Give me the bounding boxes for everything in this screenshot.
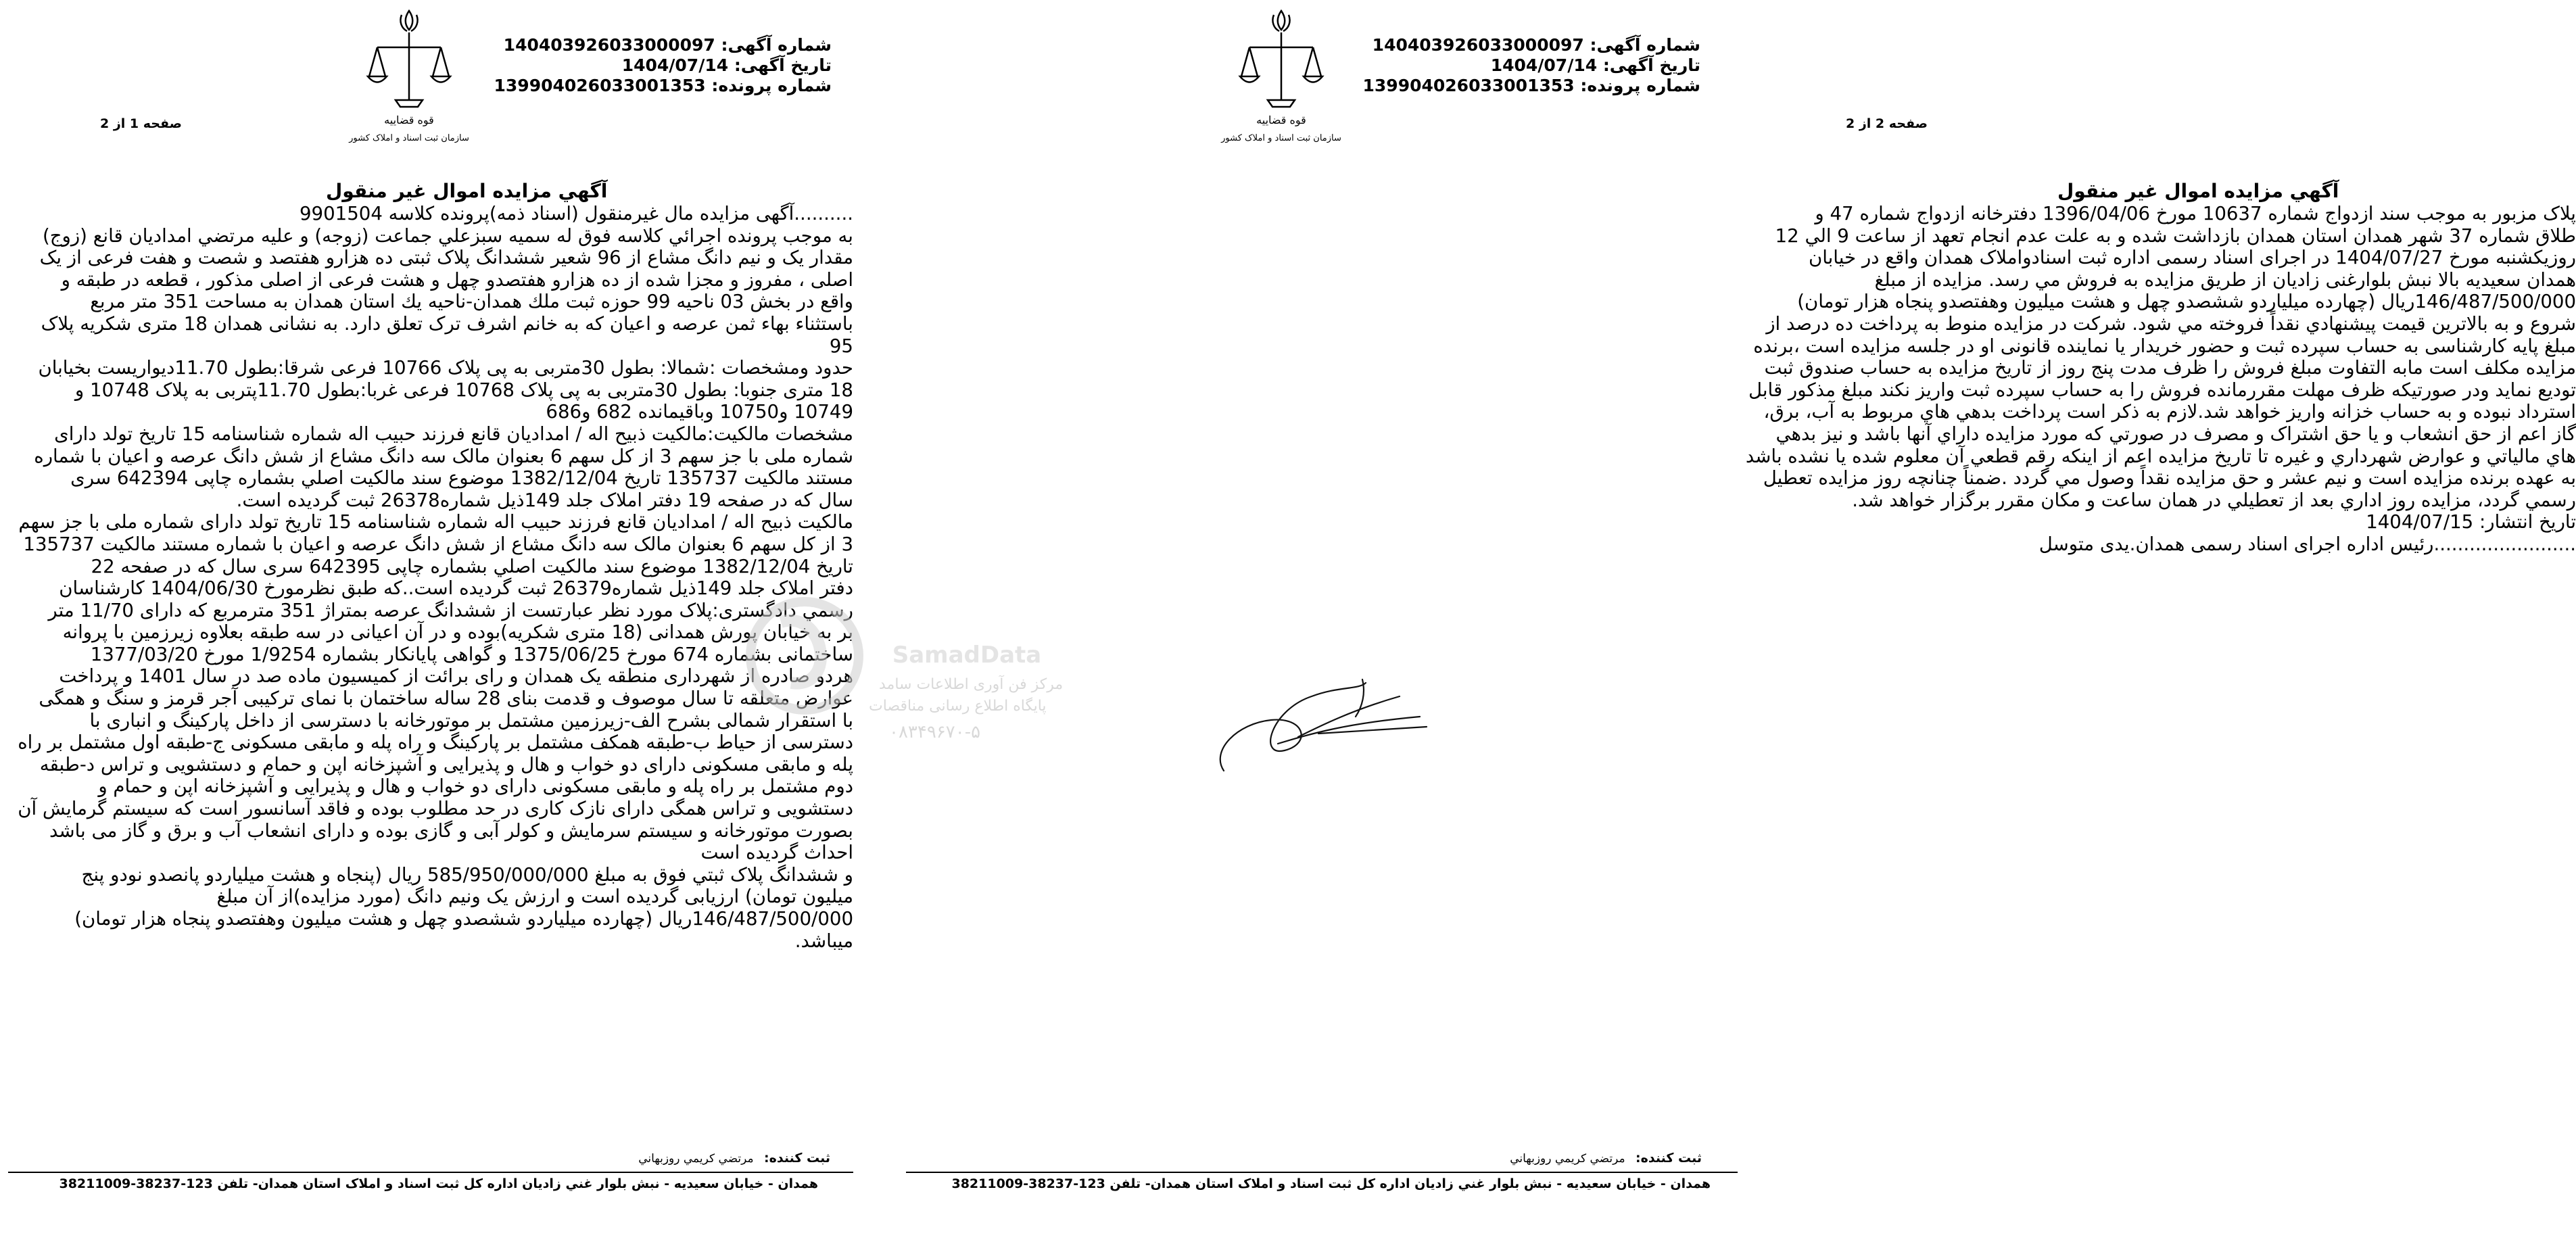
body-line: ساختمانی بشماره 674 مورخ 1375/06/25 و گواهی پایانکار بشماره 1/9254 مورخ 1377/03/20 (90, 642, 853, 665)
body-line: سال که در صفحه 19 دفتر املاک جلد 149ذیل شماره26378 ثبت گردیده است. (236, 488, 853, 511)
body-line: بصورت موتورخانه و سیستم سرمایش و کولر آبی و گازی بوده و دارای انشعاب آب و برق و گاز می باشد (49, 819, 853, 842)
body-line: با استقرار شمالی بشرح الف-زیرزمین مشتمل بر موتورخانه با دسترسی از داخل پارکینگ و انباری با (89, 709, 853, 732)
body-line: شماره ملی با جز سهم 3 از کل سهم 6 بعنوان مالک سه دانگ مشاع از شش دانگ عرصه و اعیان با شماره (34, 444, 853, 467)
body-line: شروع و به بالاترين قيمت پيشنهادي نقداً فروخته مي شود. شرکت در مزايده منوط به پرداخت ده درصد از (1766, 312, 2576, 335)
body-line: هردو صادره از شهرداری منطقه یک همدان و رای برائت از کمیسیون ماده صد در سال 1401 و پرداخت (59, 665, 853, 688)
page-number: صفحه 2 از 2 (1846, 116, 1928, 131)
body-line: باستثناء بهاء ثمن عرصه و اعیان که به خانم اشرف ترک تعلق دارد. به نشانی همدان 18 متری شکریه پلاک (41, 312, 853, 335)
registrar (1510, 1151, 1702, 1166)
notice-date: تاریخ آگهی: 1404/07/14 (621, 55, 832, 75)
body-line: میلیون تومان) ارزیابی گردیده است و ارزش یک ونیم دانگ (مورد مزایده)از آن مبلغ (216, 885, 853, 908)
notice-number: شماره آگهی: 140403926033000097 (503, 35, 832, 55)
body-line: مشخصات مالکیت:مالکیت ذبیح اله / امدادیان قانع فرزند حبیب اله شماره شناسنامه 15 تاریخ تولد دارای (54, 422, 853, 445)
notice-body (1733, 203, 2576, 556)
body-line: مالکیت ذبیح اله / امدادیان قانع فرزند حبیب اله شماره شناسنامه 15 تاریخ تولد دارای شماره ملی با جز سهم (18, 510, 853, 533)
emblem-line-2: سازمان ثبت اسناد و املاک کشور (1221, 133, 1341, 143)
body-line: رسمي گردد، مزايده روز اداري بعد از تعطيلي در همان ساعت و مكان مقرر برگزار خواهد شد. (1852, 488, 2576, 511)
watermark-line-2: پایگاه اطلاع رسانی مناقصات (869, 698, 1047, 715)
body-line: اصلی ، مفروز و مجزا شده از ده هزارو هفتصدو چهل و هشت فرعی از اصلی مذکور ، قطعه در طبقه و (61, 268, 853, 291)
body-line: 10749 و10750 وباقیمانده 682 و686 (546, 400, 853, 423)
body-line: تاریخ 1382/12/04 موضوع سند مالکيت اصلي بشماره چاپی 642395 سری سال که در صفحه 22 (91, 554, 853, 577)
notice-body (10, 203, 853, 952)
emblem-line-1: قوه قضاییه (384, 114, 434, 126)
judiciary-emblem-icon (1221, 5, 1341, 151)
body-line: طلاق شماره 37 شهر همدان استان همدان بازداشت شده و به علت عدم انجام تعهد از ساعت 9 الي 12 (1775, 224, 2576, 247)
body-line: میباشد. (794, 929, 853, 952)
body-line: واقع در بخش 03 ناحیه 99 حوزه ثبت ملك همدان-ناحيه يك استان همدان به مساحت 351 متر مربع (90, 290, 853, 313)
body-line: 18 متری جنوبا: بطول 30متربی به پی پلاک 10768 فرعی غربا:بطول 11.70پتربی به پلاک 10748 و (74, 378, 853, 401)
body-line: احداث گردیده است (700, 841, 853, 864)
publish-date: تاریخ انتشار: 1404/07/15 (2366, 510, 2576, 533)
body-line: حدود ومشخصات :شمالا: بطول 30متربی به پی پلاک 10766 فرعی شرقا:بطول 11.70دیواریست بخیابان (38, 356, 853, 379)
emblem-line-1: قوه قضاییه (1256, 114, 1306, 126)
registrar-label: ثبت کننده: (1636, 1151, 1702, 1166)
watermark-phone: ۰۸۳۴۹۶۷۰-۵ (889, 722, 981, 742)
body-line: رسمي دادگستری:پلاک مورد نظر عبارتست از ششدانگ عرصه بمتراژ 351 مترمربع که دارای 11/70 متر (48, 598, 853, 621)
notice-page-1 (0, 0, 869, 1246)
page-number: صفحه 1 از 2 (100, 116, 183, 131)
registrar-label: ثبت کننده: (764, 1151, 830, 1166)
notice-meta (494, 35, 832, 96)
body-line: 95 (829, 334, 853, 357)
body-line: پله و مابقی مسکونی دارای دو خواب و هال و پذیرایی و آشپزخانه اپن و حمام و دستشویی و تراس د-طبقه (39, 752, 853, 775)
body-line: دفتر املاک جلد 149ذیل شماره26379 ثبت گردیده است..که طبق نظرمورخ 1404/06/30 کارشناسان (59, 577, 853, 600)
body-line: به عهده برنده مزايده است و نیم عشر و حق مزایده نقداً وصول مي گردد .ضمناً چنانچه روز مزايده تعطيل (1763, 466, 2576, 489)
notice-date: تاریخ آگهی: 1404/07/14 (1490, 55, 1700, 75)
emblem-line-2: سازمان ثبت اسناد و املاک کشور (349, 133, 469, 143)
body-line: دسترسی از حیاط ب-طبقه همکف مشتمل بر پارکینگ و راه پله و مابقی مسکونی ج-طبقه اول مشتمل بر راه (18, 731, 853, 754)
notice-meta (1363, 35, 1700, 96)
watermark-line-1: مرکز فن آوری اطلاعات سامد (879, 676, 1064, 693)
body-line: استرداد نبوده و به حساب خزانه واریز خواهد شد.لازم به ذکر است پرداخت بدهي هاي مربوط به آب، برق، (1763, 400, 2576, 423)
body-line: روزیکشنبه مورخ 1404/07/27 در اجرای اسناد رسمی اداره ثبت اسنادواملاک همدان واقع در خیابان (1808, 246, 2576, 269)
notice-title: آگهي مزايده اموال غير منقول (326, 180, 608, 202)
footer-divider (8, 1172, 853, 1173)
watermark-brand: SamadData (892, 642, 1042, 669)
body-line: دوم مشتمل بر راه پله و مابقی مسکونی دارای دو خواب و هال و پذیرایی و آشپزخانه اپن و حمام و (98, 775, 853, 798)
footer-address: همدان - خيابان سعيديه - نبش بلوار غني زاديان اداره کل ثبت اسناد و املاک استان همدان- تلفن 123-38237-38211009 (59, 1176, 818, 1191)
signature-image (1197, 669, 1433, 777)
body-line: مبلغ پایه کارشناسی به حساب سپرده ثبت و حضور خریدار یا نماینده قانونی او در جلسه مزایده است ،برنده (1753, 334, 2576, 357)
registrar-name: مرتضي كريمي روزبهاني (1510, 1152, 1625, 1166)
body-line: 146/487/500/000ریال (چهارده میلیاردو ششصدو چهل و هشت میلیون وهفتصدو پنجاه هزار تومان) (74, 907, 853, 930)
body-line: پلاک مزبور به موجب سند ازدواج شماره 10637 مورخ 1396/04/06 دفترخانه ازدواج شماره 47 و (1815, 202, 2576, 224)
body-line: عوارض متعلقه تا سال موصوف و قدمت بنای 28 ساله ساختمان با نمای ترکیبی آجر قرمز و سنگ و همگی (39, 687, 853, 710)
footer-address: همدان - خيابان سعيديه - نبش بلوار غني زاديان اداره کل ثبت اسناد و املاک استان همدان- تلفن 123-38237-38211009 (951, 1176, 1711, 1191)
samaddata-watermark (744, 581, 1064, 764)
body-line: گاز اعم از حق انشعاب و يا حق اشتراک و مصرف در صورتي که مورد مزايده داراي آنها باشد و نيز بدهي (1775, 422, 2576, 445)
body-line: همدان سعیدیه بالا نبش بلوارغنی زادیان از طریق مزایده به فروش مي رسد. مزایده از مبلغ (1874, 268, 2576, 291)
body-line: و ششدانگ پلاک ثبتي فوق به مبلغ 585/950/000/000 ریال (پنجاه و هشت میلیاردو پانصدو نودو پنج (81, 863, 853, 886)
body-line: 3 از کل سهم 6 بعنوان مالک سه دانگ مشاع از شش دانگ عرصه و اعیان با شماره مستند مالکیت 135737 (23, 532, 853, 555)
body-line: به موجب پرونده اجرائي کلاسه فوق له سمیه سبزعلي جماعت (زوجه) و علیه مرتضي امدادیان قانع (زوج) (42, 224, 853, 247)
body-line: مزایده مکلف است مابه التفاوت مبلغ فروش را ظرف مدت پنج روز از تاریخ مزایده به حساب صندوق ثبت (1764, 356, 2576, 379)
body-line: دستشویی و تراس همگی دارای نازک کاری در حد مطلوب بوده و فاقد آسانسور است که سیستم گرمایش آن (18, 797, 853, 820)
body-line: ..........آگهی مزایده مال غیرمنقول (اسناد ذمه)پرونده کلاسه 9901504 (300, 202, 853, 224)
registrar (638, 1151, 830, 1166)
body-line: مقدار یک و نیم دانگ مشاع از 96 شعیر ششدانگ پلاک ثبتی ده هزارو هفتصد و شصت و هفت فرعی از یک (39, 246, 853, 269)
body-line: 146/487/500/000ریال (چهارده میلیاردو ششصدو چهل و هشت میلیون وهفتصدو پنجاه هزار تومان) (1797, 290, 2576, 313)
file-number: شماره پرونده: 139904026033001353 (1362, 76, 1700, 95)
judiciary-emblem-icon (349, 5, 469, 151)
body-line: تودیع نماید ودر صورتیکه ظرف مهلت مقررمانده فروش را به حساب سپرده ثبت واریز نکند مبلغ مذکور قابل (1748, 378, 2576, 401)
signatory-line: ........................رئیس اداره اجرای اسناد رسمی همدان.یدی متوسل (2038, 532, 2576, 555)
body-line: بر به خیابان پورش همدانی (18 متری شکریه)بوده و در آن اعیانی در سه طبقه بعلاوه زیرزمین با پروانه (62, 621, 853, 644)
notice-title: آگهي مزايده اموال غير منقول (2057, 180, 2339, 202)
registrar-name: مرتضي كريمي روزبهاني (638, 1152, 754, 1166)
body-line: هاي مالياتي و عوارض شهرداري و غيره تا تاريخ مزايده اعم از اينکه رقم قطعي آن معلوم شده يا نشده باشد (1745, 444, 2576, 467)
file-number: شماره پرونده: 139904026033001353 (494, 76, 832, 95)
footer-divider (906, 1172, 1738, 1173)
body-line: مستند مالکیت 135737 تاریخ 1382/12/04 موضوع سند مالکيت اصلي بشماره چاپی 642394 سری (70, 466, 853, 489)
notice-number: شماره آگهی: 140403926033000097 (1372, 35, 1700, 55)
